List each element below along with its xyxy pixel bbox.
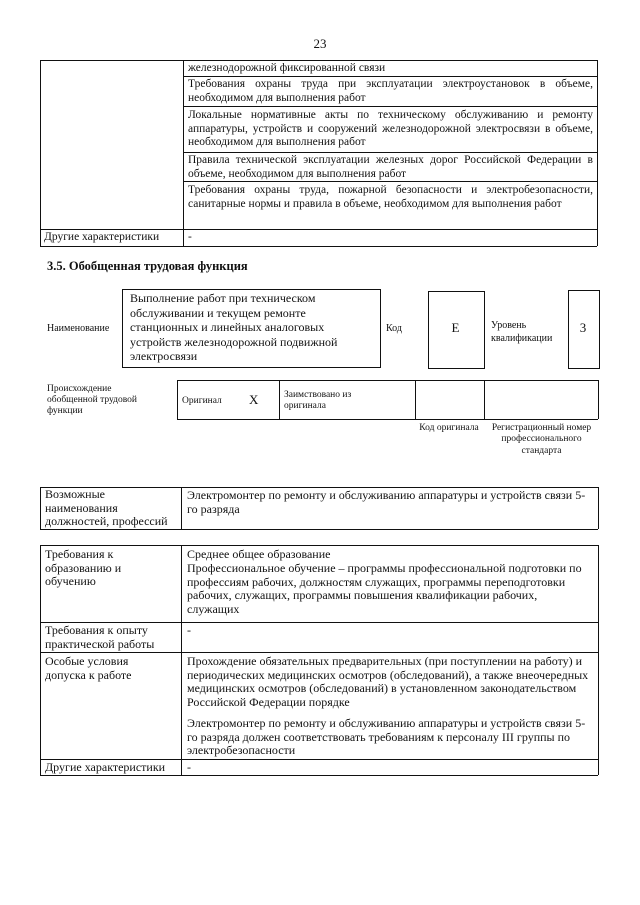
name-label: Наименование <box>47 323 110 334</box>
page-number: 23 <box>313 36 327 51</box>
education-label: Требования к образованию и обучению <box>45 547 122 588</box>
table-row: Требования охраны труда, пожарной безопасности и электробезопасности, санитарные нормы и правила в объеме, необходимом для выполнения работ <box>188 184 593 210</box>
education-line: Профессиональное обучение – программы профессиональной подготовки по профессиям рабочих, должностям служащих, программы переподготовки рабочих, служащих, программы повышения квалификации рабочих, служащих <box>187 561 582 616</box>
table-row: Требования охраны труда при эксплуатации электроустановок в объеме, необходимом для выполнения работ <box>188 78 593 104</box>
borrowed-label: Заимствовано из оригинала <box>284 390 352 411</box>
admission-line: Электромонтер по ремонту и обслуживанию аппаратуры и устройств связи 5-го разряда должен соответствовать требованиям к персоналу III группы по электробезопасности <box>187 716 586 757</box>
origin-label: Происхождение обобщенной трудовой функции <box>47 384 137 416</box>
section-title: 3.5. Обобщенная трудовая функция <box>47 259 248 273</box>
positions-label: Возможные наименования должностей, профессий <box>45 487 168 528</box>
code-original-caption: Код оригинала <box>419 423 479 433</box>
other-characteristics-label: Другие характеристики <box>44 231 160 243</box>
other-label: Другие характеристики <box>45 760 166 774</box>
level-label: Уровень квалификации <box>491 320 553 344</box>
gtf-name-value: Выполнение работ при техническом обслуживании и текущем ремонте станционных и линейных аналоговых устройств железнодорожной подвижной электросвязи <box>130 291 338 364</box>
code-value: E <box>451 320 460 335</box>
reg-number-caption: Регистрационный номер профессионального стандарта <box>491 423 592 456</box>
positions-value: Электромонтер по ремонту и обслуживанию аппаратуры и устройств связи 5-го разряда <box>187 488 586 516</box>
table-row: железнодорожной фиксированной связи <box>188 62 386 74</box>
original-label: Оригинал <box>182 396 222 406</box>
code-label: Код <box>386 323 402 334</box>
other-value: - <box>187 760 191 774</box>
experience-label: Требования к опыту практической работы <box>45 623 155 651</box>
level-value: 3 <box>579 320 587 335</box>
other-characteristics-value: - <box>188 231 192 243</box>
admission-line: Прохождение обязательных предварительных (при поступлении на работу) и периодических медицинских осмотров (обследований), а также внеочередных медицинских осмотров (обследований) в установленном законодательством Российской Федерации порядке <box>187 654 589 709</box>
table-row: Локальные нормативные акты по техническому обслуживанию и ремонту аппаратуры, устройств и сооружений железнодорожной электросвязи в объеме, необходимом для выполнения работ <box>188 109 593 148</box>
education-line: Среднее общее образование <box>187 547 331 561</box>
original-mark: X <box>249 392 259 407</box>
admission-label: Особые условия допуска к работе <box>45 654 132 682</box>
table-row: Правила технической эксплуатации железных дорог Российской Федерации в объеме, необходимом для выполнения работ <box>188 154 593 180</box>
experience-value: - <box>187 623 191 637</box>
